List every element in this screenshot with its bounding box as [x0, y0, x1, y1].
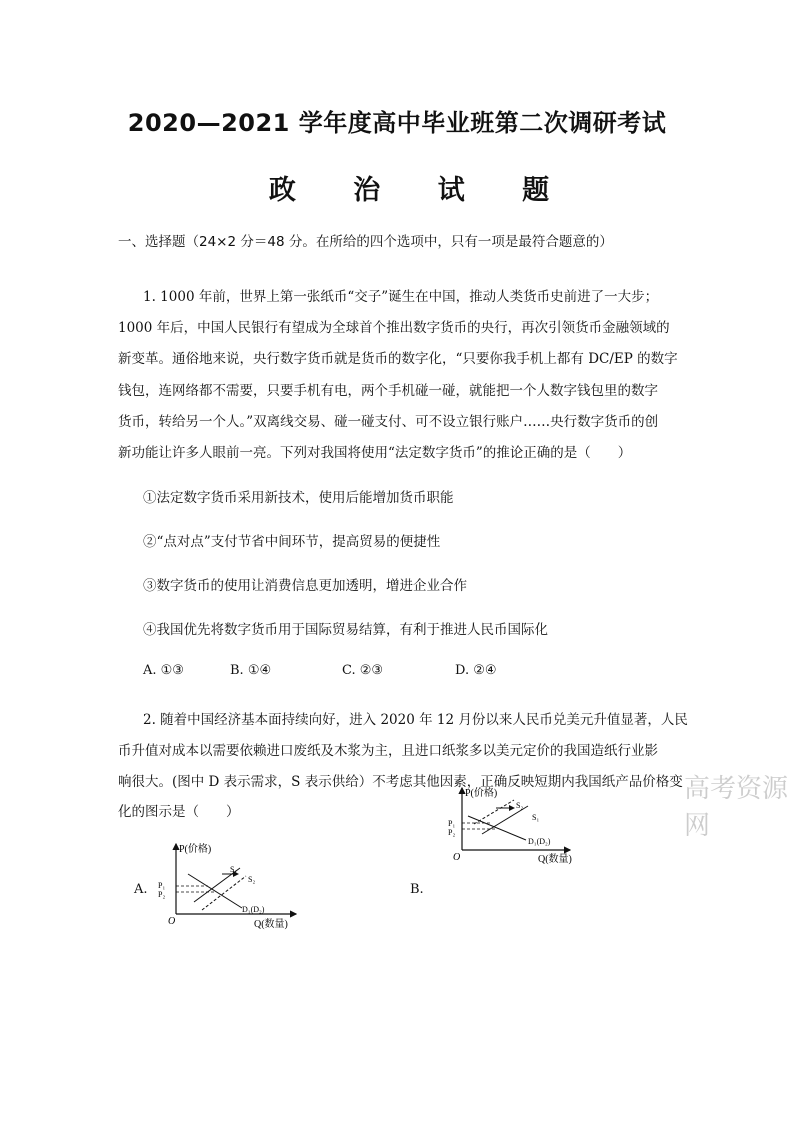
q1-choice-d[interactable]: D. ②④	[455, 663, 497, 678]
q2-line-1: 2. 随着中国经济基本面持续向好，进入 2020 年 12 月份以来人民币兑美元升值显著，人民	[143, 712, 688, 728]
graph-b-p1: P₁	[448, 819, 456, 828]
q1-choice-b[interactable]: B. ①④	[230, 663, 272, 678]
q1-line-4: 钱包，连网络都不需要，只要手机有电，两个手机碰一碰，就能把一个人数字钱包里的数字	[118, 383, 658, 399]
q2-line-3: 响很大。(图中 D 表示需求，S 表示供给）不考虑其他因素，正确反映短期内我国纸产品价格变	[118, 774, 683, 790]
exam-title: 2020—2021 学年度高中毕业班第二次调研考试	[127, 109, 667, 137]
graph-b-supply-s1	[482, 806, 528, 834]
q2-choice-a-label[interactable]: A.	[134, 882, 148, 897]
graph-a-p1: P₁	[158, 881, 166, 890]
graph-a-d: D₁(D₂)	[242, 905, 265, 914]
graph-a[interactable]	[150, 838, 320, 933]
q1-line-3: 新变革。通俗地来说，央行数字货币就是货币的数字化，“只要你我手机上都有 DC/EP 的数字	[118, 351, 678, 367]
q1-line-6: 新功能让许多人眼前一亮。下列对我国将使用“法定数字货币”的推论正确的是（ ）	[118, 445, 632, 461]
graph-b-s1: S₁	[532, 813, 540, 822]
q2-line-4: 化的图示是（ ）	[118, 804, 240, 820]
graph-b-demand-line	[468, 816, 526, 840]
q1-option-4: ④我国优先将数字货币用于国际贸易结算，有利于推进人民币国际化	[143, 622, 548, 638]
graph-b-p2: P₂	[448, 828, 456, 837]
graph-b-s2: S₂	[516, 801, 524, 810]
graph-b-x-label: Q(数量)	[538, 854, 572, 865]
graph-a-x-label: Q(数量)	[254, 919, 288, 930]
graph-b-d: D₁(D₂)	[528, 837, 551, 846]
q1-option-1: ①法定数字货币采用新技术，使用后能增加货币职能	[143, 490, 454, 506]
graph-a-s1: S₁	[230, 865, 238, 874]
graph-b[interactable]	[430, 782, 610, 867]
graph-a-demand-line	[188, 874, 242, 908]
graph-a-p2: P₂	[158, 890, 166, 899]
graph-a-supply-s2	[202, 876, 246, 910]
graph-a-s2: S₂	[248, 875, 256, 884]
section-header: 一、选择题（24×2 分＝48 分。在所给的四个选项中，只有一项是最符合题意的）	[118, 234, 613, 250]
graph-b-y-label: P(价格)	[465, 788, 498, 799]
q1-line-5: 货币，转给另一个人。”双离线交易、碰一碰支付、可不设立银行账户……央行数字货币的创	[118, 414, 659, 430]
q1-option-2: ②“点对点”支付节省中间环节，提高贸易的便捷性	[143, 534, 441, 550]
q1-choice-c[interactable]: C. ②③	[342, 663, 384, 678]
graph-b-origin: O	[453, 852, 461, 863]
q1-line-2: 1000 年后，中国人民银行有望成为全球首个推出数字货币的央行，再次引领货币金融领域的	[118, 320, 670, 336]
subject-title: 政 治 试 题	[268, 175, 574, 206]
q2-line-2: 币升值对成本以需要依赖进口废纸及木浆为主，且进口纸浆多以美元定价的我国造纸行业影	[118, 743, 658, 759]
graph-a-y-label: P(价格)	[179, 844, 212, 855]
graph-a-origin: O	[168, 916, 176, 927]
q2-choice-b-label[interactable]: B.	[410, 882, 424, 897]
graph-b-supply-s2	[474, 800, 514, 824]
q1-option-3: ③数字货币的使用让消费信息更加透明，增进企业合作	[143, 578, 467, 594]
watermark: 高考资源网	[684, 774, 789, 841]
q1-choice-a[interactable]: A. ①③	[143, 663, 184, 678]
q1-line-1: 1. 1000 年前，世界上第一张纸币“交子”诞生在中国，推动人类货币史前进了一大步；	[143, 289, 659, 305]
